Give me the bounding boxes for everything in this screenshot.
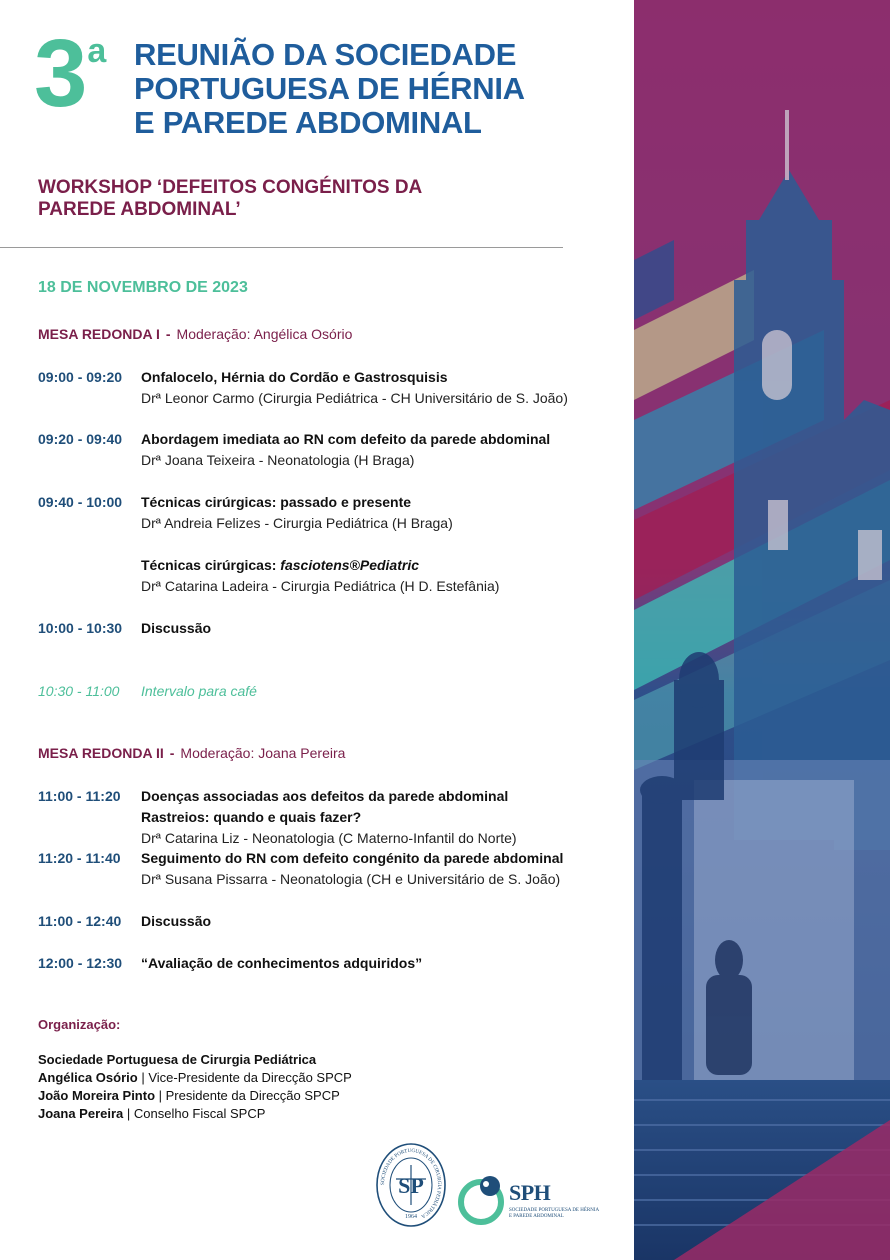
agenda-speaker: Drª Leonor Carmo (Cirurgia Pediátrica - CH Universitário de S. João) xyxy=(141,390,568,406)
agenda-title: Onfalocelo, Hérnia do Cordão e Gastrosquisis xyxy=(141,369,448,385)
agenda-time: 11:20 - 11:40 xyxy=(38,850,121,866)
session-dash: - xyxy=(165,326,171,342)
organization-heading: Organização: xyxy=(38,1017,121,1032)
agenda-time: 10:00 - 10:30 xyxy=(38,620,123,636)
event-title xyxy=(134,38,604,140)
agenda-speaker: Drª Susana Pissarra - Neonatologia (CH e Universitário de S. João) xyxy=(141,871,561,887)
agenda-title: “Avaliação de conhecimentos adquiridos” xyxy=(141,955,423,971)
agenda-speaker: Drª Joana Teixeira - Neonatologia (H Braga) xyxy=(141,452,415,468)
session-moderation: Moderação: Joana Pereira xyxy=(180,745,346,761)
organizer-member: João Moreira Pinto | Presidente da Direcção SPCP xyxy=(38,1088,340,1103)
coffee-label: Intervalo para café xyxy=(141,683,257,699)
agenda-title: Rastreios: quando e quais fazer? xyxy=(141,809,362,825)
session-2-header xyxy=(38,745,345,761)
sph-ring-icon xyxy=(457,1172,507,1226)
event-date: 18 DE NOVEMBRO DE 2023 xyxy=(38,279,248,296)
organization-list xyxy=(38,1051,352,1123)
workshop-title-line: PAREDE ABDOMINAL’ xyxy=(38,199,241,220)
agenda-time: 10:30 - 11:00 xyxy=(38,683,120,699)
agenda-title: Abordagem imediata ao RN com defeito da parede abdominal xyxy=(141,431,551,447)
agenda-time: 11:00 - 12:40 xyxy=(38,913,122,929)
organizer-member: Angélica Osório | Vice-Presidente da Direcção SPCP xyxy=(38,1070,352,1085)
event-title-line: E PAREDE ABDOMINAL xyxy=(134,105,482,140)
session-1-header xyxy=(38,326,352,342)
product-name: fasciotens®Pediatric xyxy=(280,557,419,573)
agenda-title: Técnicas cirúrgicas: fasciotens®Pediatric xyxy=(141,557,419,573)
church-photo-panel xyxy=(634,0,890,1260)
agenda-time: 09:40 - 10:00 xyxy=(38,494,123,510)
event-title-line: REUNIÃO DA SOCIEDADE xyxy=(134,37,517,72)
sph-subtitle: SOCIEDADE PORTUGUESA DE HÉRNIA E PAREDE ABDOMINAL xyxy=(509,1208,600,1219)
church-photo-illustration xyxy=(634,0,890,1260)
agenda-time: 09:20 - 09:40 xyxy=(38,431,123,447)
spcp-seal-logo xyxy=(376,1143,446,1227)
organizer-society: Sociedade Portuguesa de Cirurgia Pediátrica xyxy=(38,1052,317,1067)
agenda-time: 12:00 - 12:30 xyxy=(38,955,123,971)
svg-text:1964: 1964 xyxy=(405,1214,417,1220)
session-label: MESA REDONDA II xyxy=(38,745,164,761)
agenda-title: Doenças associadas aos defeitos da parede abdominal xyxy=(141,788,509,804)
workshop-title-line: WORKSHOP ‘DEFEITOS CONGÉNITOS DA xyxy=(38,177,423,198)
session-label: MESA REDONDA I xyxy=(38,326,160,342)
agenda-speaker: Drª Andreia Felizes - Cirurgia Pediátrica (H Braga) xyxy=(141,515,453,531)
agenda-time: 11:00 - 11:20 xyxy=(38,788,121,804)
agenda-title: Discussão xyxy=(141,913,212,929)
divider xyxy=(0,247,563,248)
event-title-line: PORTUGUESA DE HÉRNIA xyxy=(134,71,525,106)
edition-ordinal: a xyxy=(87,32,105,70)
edition-number: 3$^a$ xyxy=(34,20,105,127)
svg-text:SP: SP xyxy=(398,1173,424,1198)
agenda-title: Discussão xyxy=(141,620,212,636)
agenda-speaker: Drª Catarina Liz - Neonatologia (C Materno-Infantil do Norte) xyxy=(141,830,517,846)
svg-text:SOCIEDADE PORTUGUESA DE CIRURG: SOCIEDADE PORTUGUESA DE CIRURGIA PEDIÁTRICA xyxy=(379,1147,443,1220)
session-moderation: Moderação: Angélica Osório xyxy=(176,326,353,342)
sph-name: SPH xyxy=(509,1180,551,1205)
agenda-time: 09:00 - 09:20 xyxy=(38,369,123,385)
agenda-speaker: Drª Catarina Ladeira - Cirurgia Pediátrica (H D. Estefânia) xyxy=(141,578,500,594)
workshop-title xyxy=(38,177,558,221)
organizer-member: Joana Pereira | Conselho Fiscal SPCP xyxy=(38,1106,266,1121)
sph-logo xyxy=(457,1172,607,1230)
session-dash: - xyxy=(169,745,175,761)
agenda-title: Técnicas cirúrgicas: passado e presente xyxy=(141,494,412,510)
agenda-title: Seguimento do RN com defeito congénito da parede abdominal xyxy=(141,850,564,866)
